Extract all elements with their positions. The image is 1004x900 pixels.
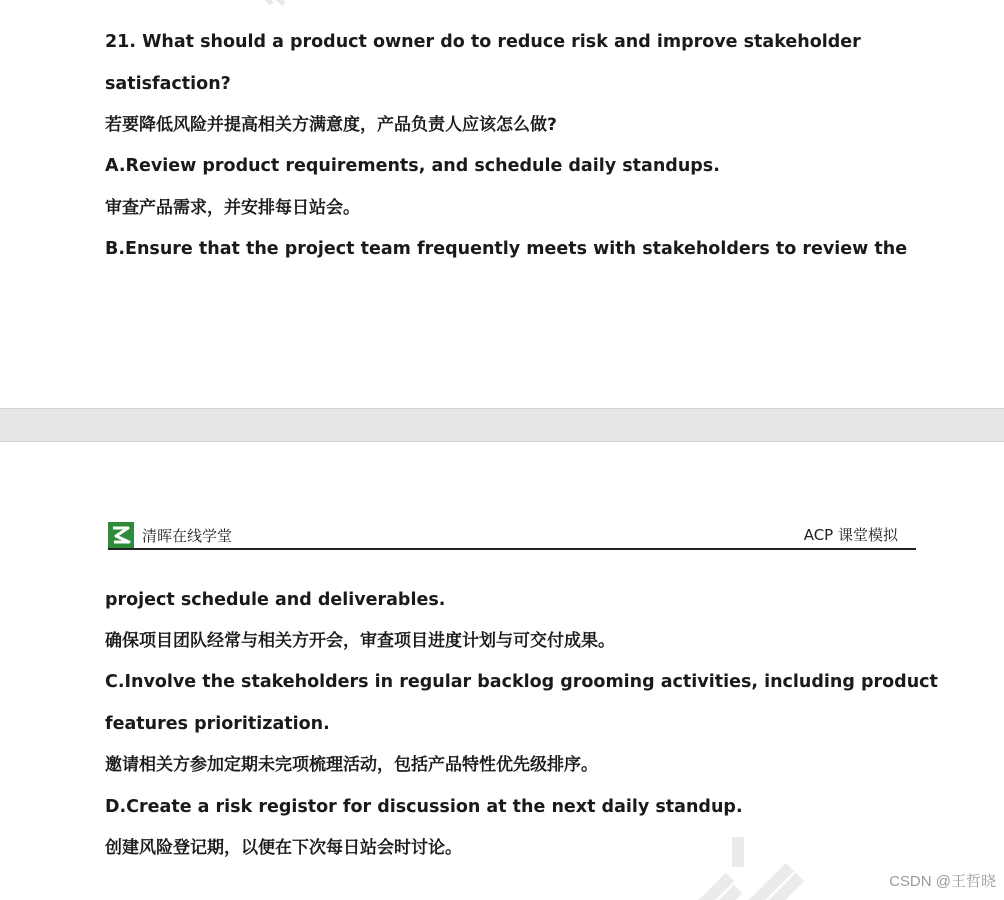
option-d-zh-line: 创建风险登记期，以便在下次每日站会时讨论。 [105,838,462,858]
header-brand-text: 清晖在线学堂 [142,527,233,545]
watermark-shape-icon [690,837,810,900]
option-c-zh-line: 邀请相关方参加定期未完项梳理活动，包括产品特性优先级排序。 [105,755,598,775]
watermark-mark-icon [258,0,294,6]
csdn-watermark: CSDN @王哲晓 [889,873,996,890]
question-line-1: 21. What should a product owner do to reduce risk and improve stakeholder [105,32,861,52]
option-b-zh-line: 确保项目团队经常与相关方开会，审查项目进度计划与可交付成果。 [105,631,615,651]
page-header [108,520,916,550]
option-d-line: D.Create a risk registor for discussion at the next daily standup. [105,797,743,817]
option-c-line-1: C.Involve the stakeholders in regular backlog grooming activities, including product [105,672,938,692]
document-page-top [0,0,1004,408]
document-page-bottom [0,442,1004,900]
logo-icon [108,522,134,548]
option-a-line: A.Review product requirements, and schedule daily standups. [105,156,720,176]
option-b-line-2: project schedule and deliverables. [105,590,446,610]
option-a-zh-line: 审查产品需求，并安排每日站会。 [105,198,360,218]
question-line-zh: 若要降低风险并提高相关方满意度，产品负责人应该怎么做? [105,115,557,135]
option-b-line-1: B.Ensure that the project team frequently meets with stakeholders to review the [105,239,908,259]
header-course-title: ACP 课堂模拟 [803,526,898,544]
question-line-2: satisfaction? [105,74,231,94]
option-c-line-2: features prioritization. [105,714,330,734]
page-separator [0,408,1004,442]
